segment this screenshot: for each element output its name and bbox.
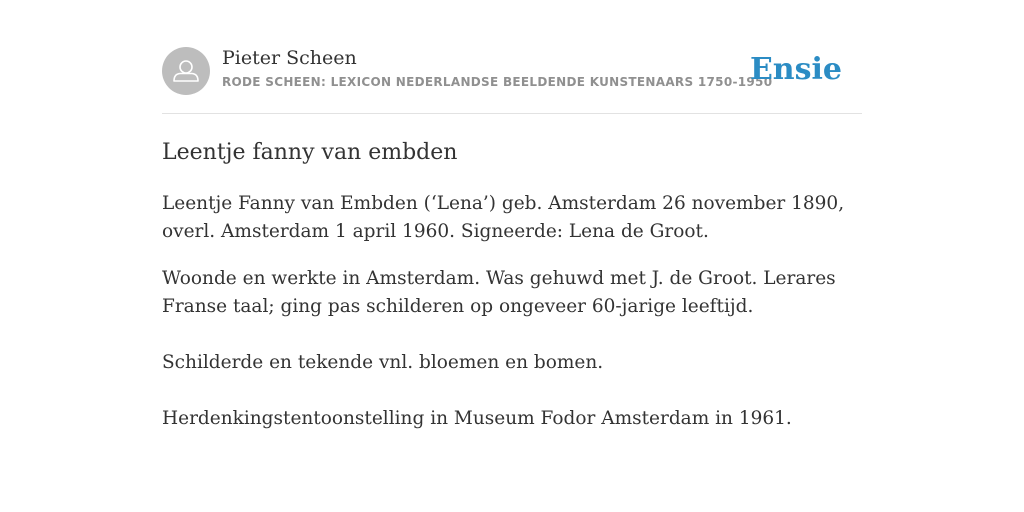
article-title: Leentje fanny van embden — [162, 140, 458, 165]
author-avatar[interactable] — [162, 47, 210, 95]
header-divider — [162, 113, 862, 114]
ensie-logo[interactable]: Ensie — [749, 52, 842, 87]
article-body — [162, 190, 852, 433]
source-title[interactable]: RODE SCHEEN: LEXICON NEDERLANDSE BEELDENDE KUNSTENAARS 1750-1950 — [222, 75, 773, 89]
article-paragraph: Schilderde en tekende vnl. bloemen en bomen. — [162, 352, 604, 373]
article-paragraph: Woonde en werkte in Amsterdam. Was gehuwd met J. de Groot. Lerares Franse taal; ging pas schilderen op ongeveer 60-jarige leeftijd. — [162, 268, 836, 317]
article-paragraph: Leentje Fanny van Embden (‘Lena’) geb. Amsterdam 26 november 1890, overl. Amsterdam 1 april 1960. Signeerde: Lena de Groot. — [162, 193, 845, 242]
author-name[interactable]: Pieter Scheen — [222, 47, 357, 69]
article-paragraph: Herdenkingstentoonstelling in Museum Fodor Amsterdam in 1961. — [162, 408, 792, 429]
article-header — [162, 46, 862, 96]
